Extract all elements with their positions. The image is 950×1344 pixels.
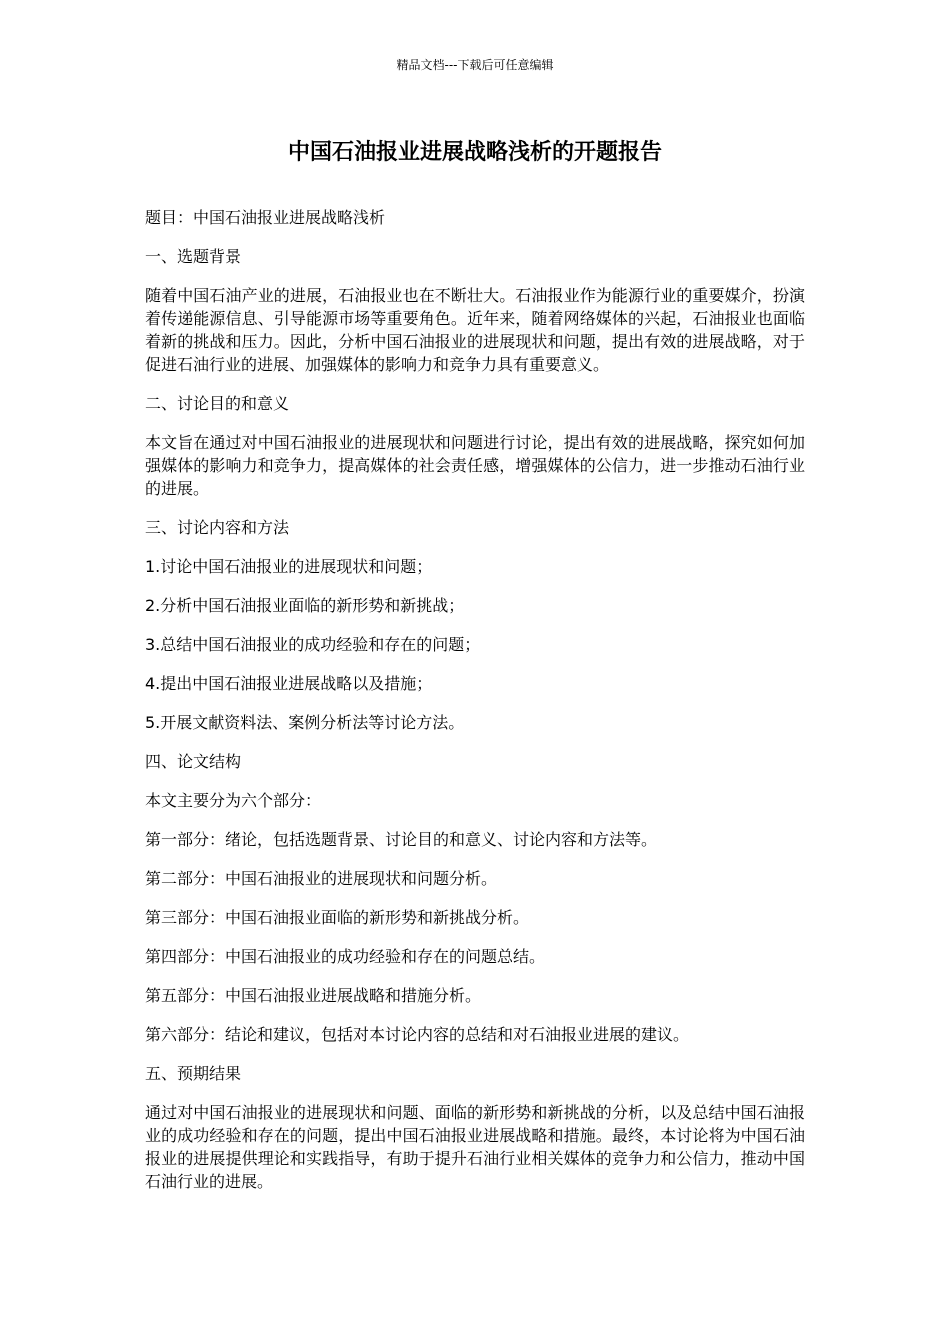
method-item-2: 2.分析中国石油报业面临的新形势和新挑战； (145, 596, 465, 615)
method-item-1: 1.讨论中国石油报业的进展现状和问题； (145, 557, 433, 576)
structure-intro: 本文主要分为六个部分： (145, 791, 322, 810)
topic-line: 题目：中国石油报业进展战略浅析 (145, 208, 386, 227)
section-heading-methods: 三、讨论内容和方法 (145, 518, 290, 537)
method-item-4: 4.提出中国石油报业进展战略以及措施； (145, 674, 433, 693)
section-heading-background: 一、选题背景 (145, 247, 242, 266)
method-item-5: 5.开展文献资料法、案例分析法等讨论方法。 (145, 713, 465, 732)
structure-part-2: 第二部分：中国石油报业的进展现状和问题分析。 (145, 869, 498, 888)
section-heading-results: 五、预期结果 (145, 1064, 242, 1083)
purpose-paragraph: 本文旨在通过对中国石油报业的进展现状和问题进行讨论，提出有效的进展战略，探究如何加强媒体的影响力和竞争力，提高媒体的社会责任感，增强媒体的公信力，进一步推动石油行业的进展。 (145, 433, 805, 498)
background-paragraph: 随着中国石油产业的进展，石油报业也在不断壮大。石油报业作为能源行业的重要媒介，扮演着传递能源信息、引导能源市场等重要角色。近年来，随着网络媒体的兴起，石油报业也面临着新的挑战和压力。因此，分析中国石油报业的进展现状和问题，提出有效的进展战略，对于促进石油行业的进展、加强媒体的影响力和竞争力具有重要意义。 (145, 286, 805, 374)
document-title: 中国石油报业进展战略浅析的开题报告 (287, 140, 662, 165)
method-item-3: 3.总结中国石油报业的成功经验和存在的问题； (145, 635, 481, 654)
section-heading-structure: 四、论文结构 (145, 752, 242, 771)
structure-part-3: 第三部分：中国石油报业面临的新形势和新挑战分析。 (145, 908, 530, 927)
structure-part-1: 第一部分：绪论，包括选题背景、讨论目的和意义、讨论内容和方法等。 (145, 830, 658, 849)
page-header: 精品文档---下载后可任意编辑 (396, 58, 554, 72)
section-heading-purpose: 二、讨论目的和意义 (145, 394, 290, 413)
document-body (145, 206, 805, 1209)
structure-part-6: 第六部分：结论和建议，包括对本讨论内容的总结和对石油报业进展的建议。 (145, 1025, 690, 1044)
results-paragraph: 通过对中国石油报业的进展现状和问题、面临的新形势和新挑战的分析，以及总结中国石油报业的成功经验和存在的问题，提出中国石油报业进展战略和措施。最终，本讨论将为中国石油报业的进展提供理论和实践指导，有助于提升石油行业相关媒体的竞争力和公信力，推动中国石油行业的进展。 (145, 1103, 805, 1191)
structure-part-5: 第五部分：中国石油报业进展战略和措施分析。 (145, 986, 482, 1005)
structure-part-4: 第四部分：中国石油报业的成功经验和存在的问题总结。 (145, 947, 546, 966)
